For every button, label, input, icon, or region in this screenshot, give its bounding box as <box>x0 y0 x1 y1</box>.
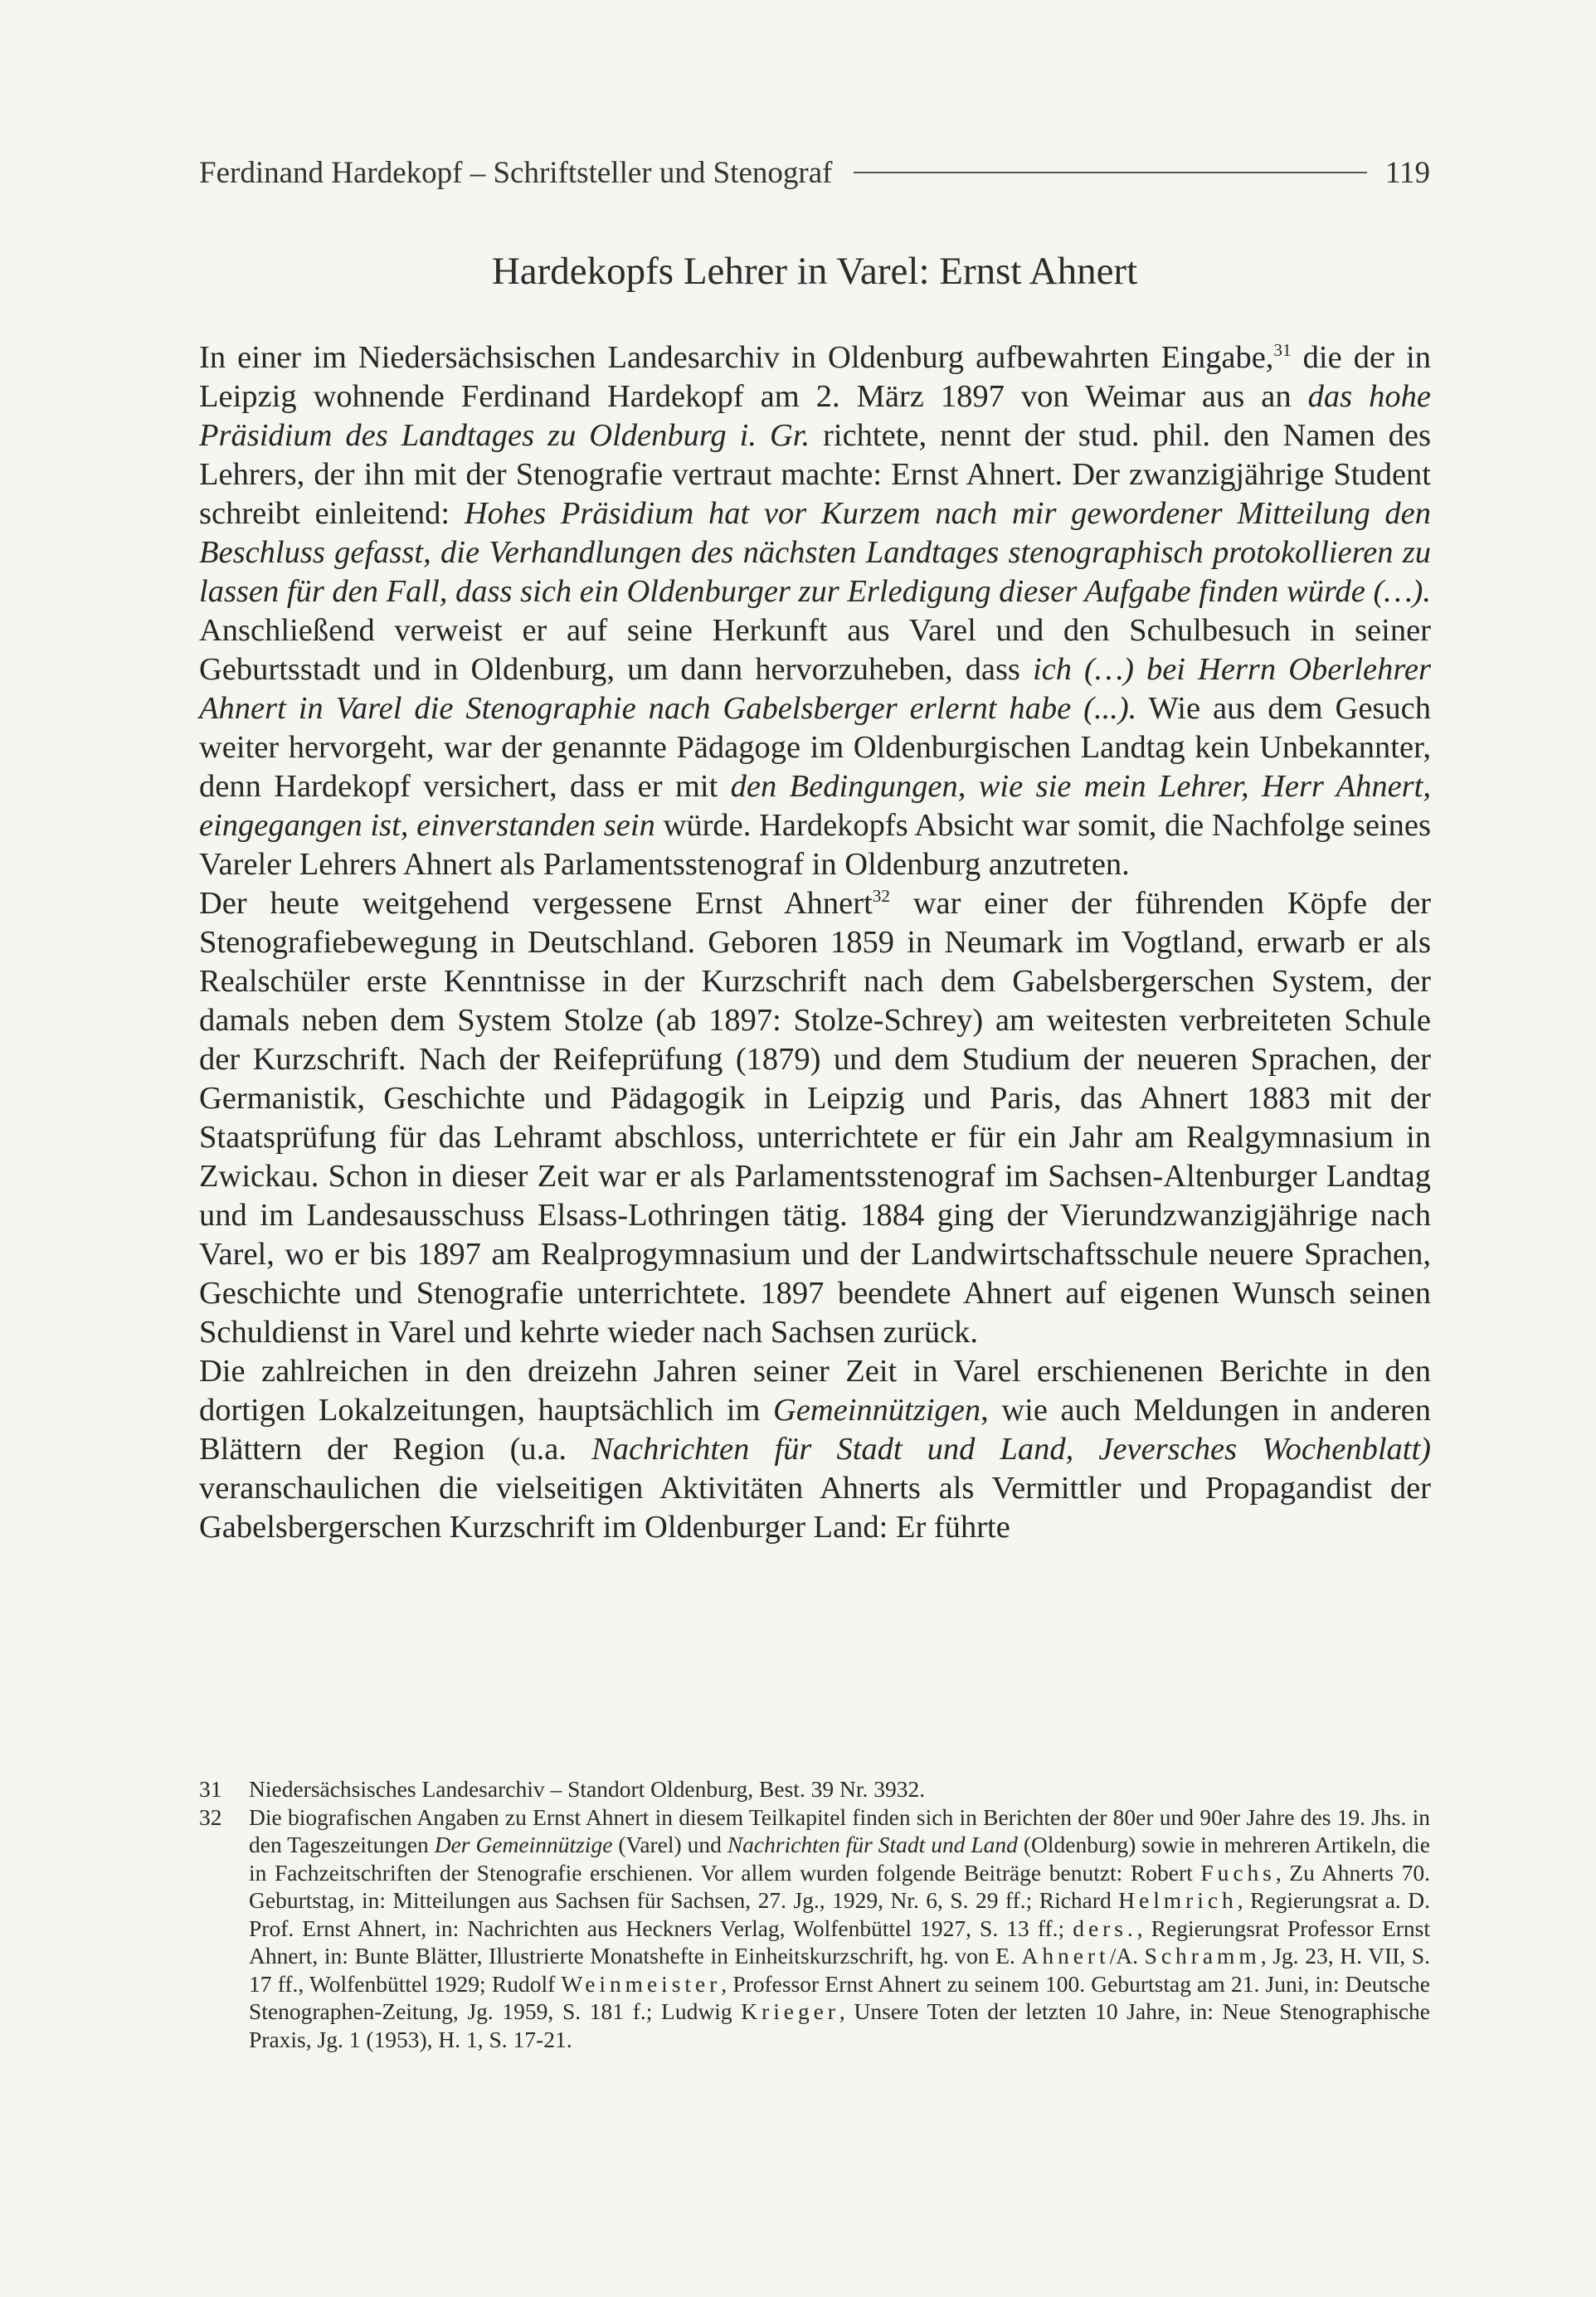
italic-title: Nachrichten für Stadt und Land, Jeversches Wochenblatt) <box>591 1432 1431 1467</box>
footnote-ref-31[interactable]: 31 <box>1273 340 1292 361</box>
text-run: , Regierungsrat Professor Ernst Ahnert, in: Bunte Blätter, Illustrierte Monatshefte in Einheitskurzschrift, hg. von E. <box>249 1915 1430 1969</box>
text-run: würde. Hardekopfs Absicht war somit, die Nachfolge seines Vareler Lehrers Ahnert als Parlamentsstenograf in Oldenburg anzutreten. <box>199 808 1432 882</box>
text-run: , Regierungsrat a. D. Prof. Ernst Ahnert, in: Nachrichten aus Heckners Verlag, Wolfenbüttel 1927, S. 13 ff.; <box>249 1887 1430 1941</box>
text-run: , Zu Ahnerts 70. Geburtstag, in: Mitteilungen aus Sachsen für Sachsen, 27. Jg., 1929, Nr. 6, S. 29 ff.; Richard <box>249 1859 1430 1913</box>
text-run: In einer im Niedersächsischen Landesarchiv in Oldenburg aufbewahrten Eingabe, <box>199 340 1274 375</box>
paragraph-1 <box>199 338 1431 884</box>
text-run: Die zahlreichen in den dreizehn Jahren seiner Zeit in Varel erschienenen Berichte in den dortigen Lokalzeitungen, hauptsächlich im <box>199 1354 1431 1428</box>
text-run: die der in Leipzig wohnende Ferdinand Hardekopf am 2. März 1897 von Weimar aus an <box>199 340 1431 414</box>
italic-quote: Hohes Präsidium hat vor Kurzem nach mir gewordener Mitteilung den Beschluss gefasst, die Verhandlungen des nächsten Landtages stenographisch protokollieren zu lassen für den Fall, dass sich ein Oldenburger zur Erledigung dieser Aufgabe finden würde (…). <box>199 496 1431 609</box>
running-title: Ferdinand Hardekopf – Schriftsteller und Stenograf <box>199 155 833 190</box>
author-name: Fuchs <box>1200 1859 1276 1886</box>
paragraph-2 <box>199 884 1431 1352</box>
text-run: war einer der führenden Köpfe der Stenografiebewegung in Deutschland. Geboren 1859 in Neumark im Vogtland, erwarb er als Realschüler erste Kenntnisse in der Kurzschrift nach dem Gabelsbergerschen System, der damals neben dem System Stolze (ab 1897: Stolze-Schrey) am weitesten verbreiteten Schule der Kurzschrift. Nach der Reifeprüfung (1879) und dem Studium der neueren Sprachen, der Germanistik, Geschichte und Pädagogik in Leipzig und Paris, das Ahnert 1883 mit der Staatsprüfung für das Lehramt abschloss, unterrichtete er für ein Jahr am Realgymnasium in Zwickau. Schon in dieser Zeit war er als Parlamentsstenograf im Sachsen-Altenburger Landtag und im Landesausschuss Elsass-Lothringen tätig. 1884 ging der Vierundzwanzigjährige nach Varel, wo er bis 1897 am Realprogymnasium und der Landwirtschaftsschule neuere Sprachen, Geschichte und Stenografie unterrichtete. 1897 beendete Ahnert auf eigenen Wunsch seinen Schuldienst in Varel und kehrte wieder nach Sachsen zurück. <box>199 886 1431 1350</box>
author-name: Schramm <box>1144 1943 1261 1969</box>
footnotes <box>199 1775 1430 2053</box>
text-run: Anschließend verweist er auf seine Herkunft aus Varel und den Schulbesuch in seiner Geburtsstadt und in Oldenburg, um dann hervorzuheben, dass <box>199 613 1431 687</box>
author-name: Ahnert <box>1021 1943 1110 1969</box>
text-run: Der heute weitgehend vergessene Ernst Ahnert <box>199 886 873 921</box>
text-run: , Professor Ernst Ahnert zu seinem 100. Geburtstag am 21. Juni, in: Deutsche Stenographen-Zeitung, Jg. 1959, S. 181 f.; Ludwig <box>249 1970 1430 2024</box>
italic-quote: den Bedingungen, wie sie mein Lehrer, Herr Ahnert, eingegangen ist, einverstanden sein <box>199 769 1431 843</box>
text-run: , wie auch Meldungen in anderen Blättern der Region (u.a. <box>199 1393 1431 1467</box>
author-name: ders. <box>1073 1915 1137 1941</box>
author-name: Weinmeister <box>561 1970 722 1997</box>
footnote-31 <box>199 1775 1430 1803</box>
section-title: Hardekopfs Lehrer in Varel: Ernst Ahnert <box>491 250 1138 293</box>
author-name: Krieger <box>741 1998 839 2024</box>
text-run: veranschaulichen die vielseitigen Aktivitäten Ahnerts als Vermittler und Propagandist der Gabelsbergerschen Kurzschrift im Oldenburger Land: Er führte <box>199 1471 1431 1545</box>
footnote-number: 32 <box>199 1803 222 1830</box>
italic-quote: das hohe Präsidium des Landtages zu Oldenburg i. Gr. <box>199 379 1431 453</box>
text-run: Wie aus dem Gesuch weiter hervorgeht, war der genannte Pädagoge im Oldenburgischen Landtag kein Unbekannter, denn Hardekopf versichert, dass er mit <box>199 691 1431 804</box>
footnote-ref-32[interactable]: 32 <box>872 886 890 907</box>
text-run: richtete, nennt der stud. phil. den Namen des Lehrers, der ihn mit der Stenografie vertraut machte: Ernst Ahnert. Der zwanzigjährige Student schreibt einleitend: <box>199 418 1431 531</box>
footnote-number: 31 <box>199 1776 222 1802</box>
text-run: , Unsere Toten der letzten 10 Jahre, in: Neue Stenographische Praxis, Jg. 1 (1953), H. 1, S. 17-21. <box>249 1998 1430 2052</box>
text-run: (Varel) und <box>612 1832 727 1857</box>
text-run: , Jg. 23, H. VII, S. 17 ff., Wolfenbüttel 1929; Rudolf <box>249 1943 1430 1997</box>
text-run: (Oldenburg) sowie in mehreren Artikeln, die in Fachzeitschriften der Stenografie erschienen. Vor allem wurden folgende Beiträge benutzt: Robert <box>249 1832 1430 1886</box>
running-header <box>199 148 1430 197</box>
italic-quote: ich (…) bei Herrn Oberlehrer Ahnert in Varel die Stenographie nach Gabelsberger erlernt habe (...). <box>199 652 1431 726</box>
author-name: Helmrich <box>1118 1887 1238 1913</box>
paragraph-3 <box>199 1352 1431 1547</box>
body-text <box>199 338 1431 1547</box>
text-run: /A. <box>1109 1943 1145 1969</box>
italic-title: Gemeinnützigen <box>772 1393 981 1428</box>
footnote-text <box>249 1803 1430 2054</box>
header-rule <box>854 172 1366 173</box>
text-run: Die biografischen Angaben zu Ernst Ahnert in diesem Teilkapitel finden sich in Berichten der 80er und 90er Jahre des 19. Jhs. in den Tageszeitungen <box>249 1803 1430 1857</box>
italic-title: Der Gemeinnützige <box>434 1832 613 1857</box>
page-number: 119 <box>1384 155 1430 190</box>
footnote-32 <box>199 1803 1430 2054</box>
footnote-text: Niedersächsisches Landesarchiv – Standort Oldenburg, Best. 39 Nr. 3932. <box>249 1776 926 1802</box>
italic-title: Nachrichten für Stadt und Land <box>727 1832 1018 1857</box>
